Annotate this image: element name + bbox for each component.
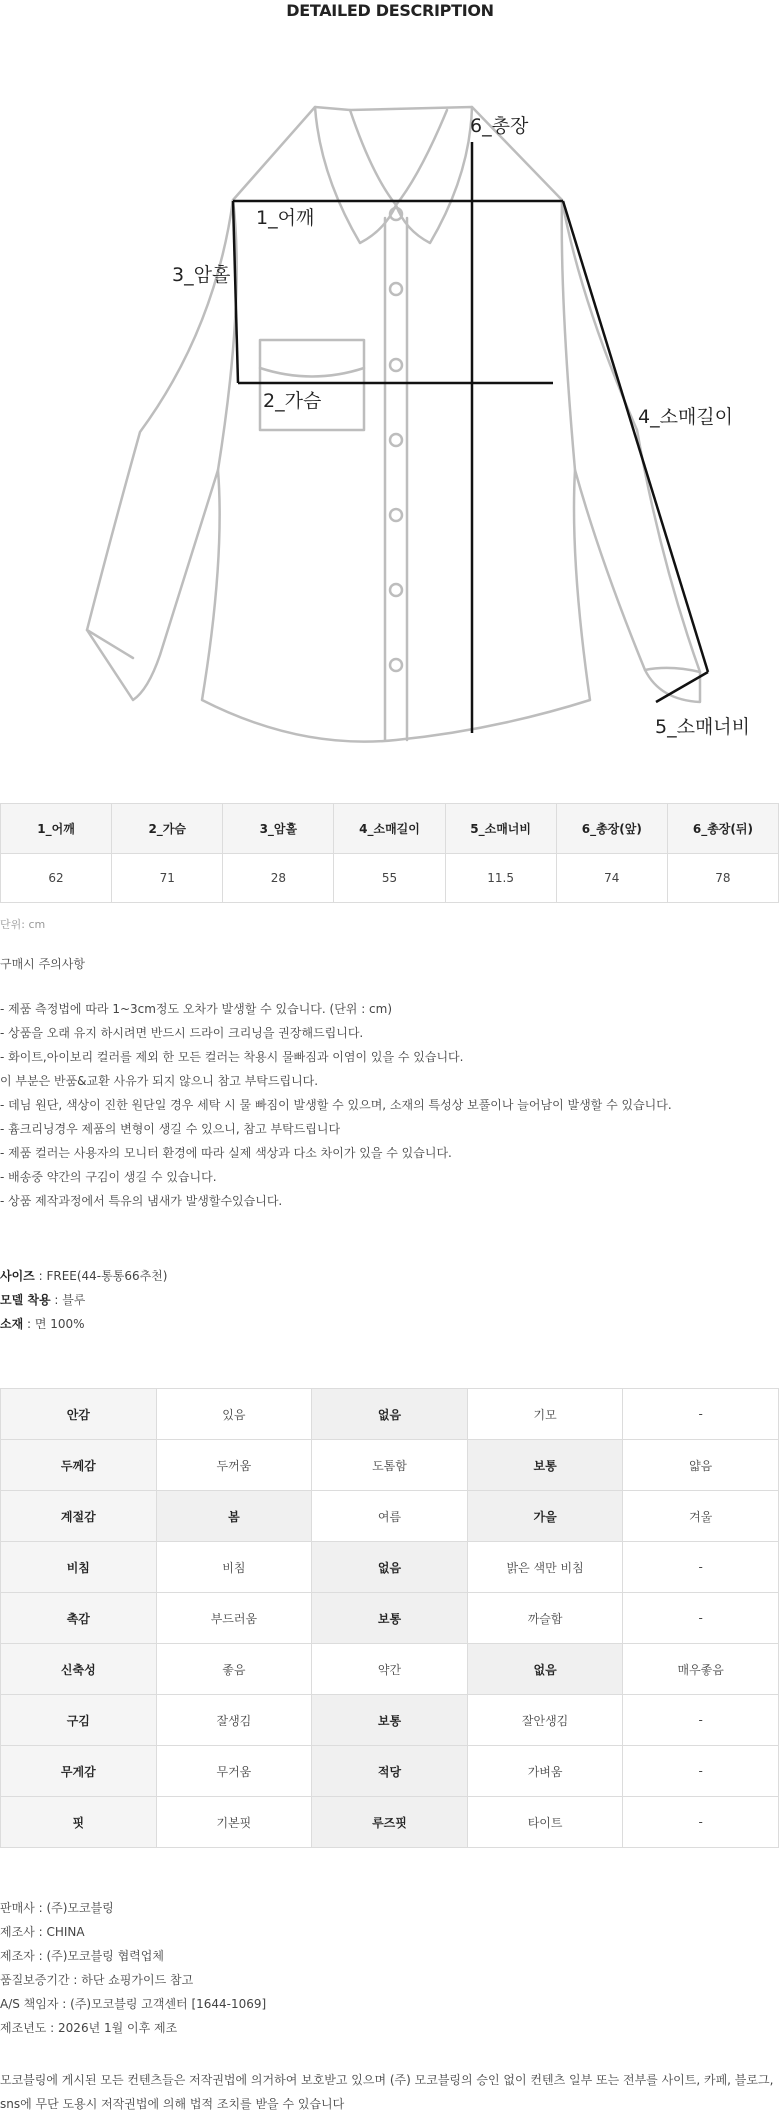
- feature-option: 부드러움: [156, 1593, 312, 1644]
- feature-option: -: [623, 1797, 779, 1848]
- size-header-cell: 5_소매너비: [445, 804, 556, 854]
- spec-size: [0, 1268, 167, 1292]
- size-value-cell: 28: [223, 854, 334, 903]
- feature-option: 약간: [312, 1644, 468, 1695]
- feature-option: -: [623, 1695, 779, 1746]
- feature-name-cell: 촉감: [1, 1593, 157, 1644]
- feature-option: 좋음: [156, 1644, 312, 1695]
- feature-table: [0, 1388, 779, 1848]
- product-spec: [0, 1268, 167, 1340]
- size-table-row: [1, 854, 779, 903]
- spec-material-label: 소재: [0, 1317, 24, 1331]
- label-chest: 2_가슴: [263, 390, 322, 412]
- feature-option: -: [623, 1389, 779, 1440]
- feature-name-cell: 계절감: [1, 1491, 157, 1542]
- label-sleeve-width: 5_소매너비: [655, 716, 751, 738]
- feature-option: 겨울: [623, 1491, 779, 1542]
- notes-item: - 화이트,아이보리 컬러를 제외 한 모든 컬러는 착용시 물빠짐과 이염이 있을 수 있습니다.: [0, 1050, 464, 1064]
- label-total-length: 6_총장: [470, 115, 529, 137]
- spec-material: [0, 1316, 167, 1340]
- seller-line: A/S 책임자 : (주)모코블링 고객센터 [1644-1069]: [0, 1997, 267, 2011]
- notes-heading: 구매시 주의사항: [0, 957, 85, 971]
- size-value-cell: 62: [1, 854, 112, 903]
- notes-item: - 배송중 약간의 구김이 생길 수 있습니다.: [0, 1170, 217, 1184]
- feature-row: [1, 1542, 779, 1593]
- size-value-cell: 11.5: [445, 854, 556, 903]
- feature-option: 기모: [467, 1389, 623, 1440]
- feature-option-selected: 루즈핏: [312, 1797, 468, 1848]
- notes-item: - 흄크리닝경우 제품의 변형이 생길 수 있으니, 참고 부탁드립니다: [0, 1122, 341, 1136]
- feature-option-selected: 보통: [312, 1593, 468, 1644]
- size-value-cell: 78: [667, 854, 778, 903]
- copyright-notice: 모코블링에 게시된 모든 컨텐츠들은 저작권법에 의거하여 보호받고 있으며 (주) 모코블링의 승인 없이 컨텐츠 일부 또는 전부를 사이트, 카페, 블로그, sns에 무단 도용시 저작권법에 의해 법적 조치를 받을 수 있습니다: [0, 2073, 774, 2111]
- notes-item: 이 부분은 반품&교환 사유가 되지 않으니 참고 부탁드립니다.: [0, 1074, 319, 1088]
- size-header-cell: 4_소매길이: [334, 804, 445, 854]
- feature-option-selected: 보통: [467, 1440, 623, 1491]
- label-armhole: 3_암홀: [172, 264, 231, 286]
- buttons: [390, 208, 402, 671]
- feature-option: 매우좋음: [623, 1644, 779, 1695]
- seller-line: 제조자 : (주)모코블링 협력업체: [0, 1949, 164, 1963]
- feature-option: 가벼움: [467, 1746, 623, 1797]
- size-value-cell: 71: [112, 854, 223, 903]
- measurement-lines: [233, 142, 708, 733]
- feature-name-cell: 두께감: [1, 1440, 157, 1491]
- feature-option-selected: 없음: [312, 1389, 468, 1440]
- feature-name-cell: 무게감: [1, 1746, 157, 1797]
- spec-material-value: : 면 100%: [23, 1317, 85, 1331]
- feature-name-cell: 비침: [1, 1542, 157, 1593]
- seller-line: 제조년도 : 2026년 1월 이후 제조: [0, 2021, 178, 2035]
- feature-option: 잘안생김: [467, 1695, 623, 1746]
- unit-note: 단위: cm: [0, 918, 46, 931]
- feature-option-selected: 가을: [467, 1491, 623, 1542]
- feature-option: -: [623, 1593, 779, 1644]
- feature-option: 비침: [156, 1542, 312, 1593]
- feature-option: 기본핏: [156, 1797, 312, 1848]
- size-value-cell: 55: [334, 854, 445, 903]
- feature-option-selected: 적당: [312, 1746, 468, 1797]
- feature-row: [1, 1746, 779, 1797]
- feature-row: [1, 1593, 779, 1644]
- spec-size-value: : FREE(44-통통66추천): [34, 1269, 168, 1283]
- spec-model-value: : 블루: [50, 1293, 86, 1307]
- size-table-header: [1, 804, 779, 854]
- feature-option-selected: 봄: [156, 1491, 312, 1542]
- page-title: DETAILED DESCRIPTION: [286, 1, 494, 20]
- feature-option: 밝은 색만 비침: [467, 1542, 623, 1593]
- notes-item: - 상품 제작과정에서 특유의 냄새가 발생할수있습니다.: [0, 1194, 283, 1208]
- label-shoulder: 1_어깨: [256, 207, 315, 229]
- feature-option-selected: 없음: [312, 1542, 468, 1593]
- feature-option: 무거움: [156, 1746, 312, 1797]
- seller-info: [0, 1900, 266, 2044]
- label-sleeve-length: 4_소매길이: [638, 406, 734, 428]
- seller-line: 품질보증기간 : 하단 쇼핑가이드 참고: [0, 1973, 194, 1987]
- notes-item: - 상품을 오래 유지 하시려면 반드시 드라이 크리닝을 권장해드립니다.: [0, 1026, 364, 1040]
- shirt-illustration: [0, 90, 780, 750]
- size-header-cell: 1_어깨: [1, 804, 112, 854]
- feature-row: [1, 1797, 779, 1848]
- feature-name-cell: 핏: [1, 1797, 157, 1848]
- purchase-notes: [0, 956, 780, 1208]
- feature-name-cell: 안감: [1, 1389, 157, 1440]
- spec-model-label: 모델 착용: [0, 1293, 51, 1307]
- spec-size-label: 사이즈: [0, 1269, 35, 1283]
- notes-item: - 데님 원단, 색상이 진한 원단일 경우 세탁 시 물 빠짐이 발생할 수 있으며, 소재의 특성상 보풀이나 늘어남이 발생할 수 있습니다.: [0, 1098, 672, 1112]
- size-table: [0, 803, 779, 903]
- seller-line: 제조사 : CHINA: [0, 1925, 85, 1939]
- feature-row: [1, 1491, 779, 1542]
- spec-model: [0, 1292, 167, 1316]
- feature-option: 타이트: [467, 1797, 623, 1848]
- notes-item: - 제품 측정법에 따라 1~3cm정도 오차가 발생할 수 있습니다. (단위 : cm): [0, 1002, 393, 1016]
- size-header-cell: 3_암홀: [223, 804, 334, 854]
- size-header-cell: 6_총장(뒤): [667, 804, 778, 854]
- feature-option: 잘생김: [156, 1695, 312, 1746]
- feature-option-selected: 보통: [312, 1695, 468, 1746]
- feature-option: 얇음: [623, 1440, 779, 1491]
- feature-option: 도톰함: [312, 1440, 468, 1491]
- feature-option-selected: 없음: [467, 1644, 623, 1695]
- feature-row: [1, 1389, 779, 1440]
- seller-line: 판매사 : (주)모코블링: [0, 1901, 114, 1915]
- shirt-measurement-diagram: [0, 90, 780, 750]
- feature-row: [1, 1440, 779, 1491]
- feature-option: 여름: [312, 1491, 468, 1542]
- feature-option: 까슬함: [467, 1593, 623, 1644]
- feature-row: [1, 1695, 779, 1746]
- feature-row: [1, 1644, 779, 1695]
- size-header-cell: 6_총장(앞): [556, 804, 667, 854]
- size-header-cell: 2_가슴: [112, 804, 223, 854]
- feature-name-cell: 구김: [1, 1695, 157, 1746]
- feature-option: -: [623, 1542, 779, 1593]
- notes-item: - 제품 컬러는 사용자의 모니터 환경에 따라 실제 색상과 다소 차이가 있을 수 있습니다.: [0, 1146, 452, 1160]
- feature-option: -: [623, 1746, 779, 1797]
- notes-list: [0, 1001, 780, 1217]
- feature-option: 두꺼움: [156, 1440, 312, 1491]
- feature-name-cell: 신축성: [1, 1644, 157, 1695]
- feature-option: 있음: [156, 1389, 312, 1440]
- size-value-cell: 74: [556, 854, 667, 903]
